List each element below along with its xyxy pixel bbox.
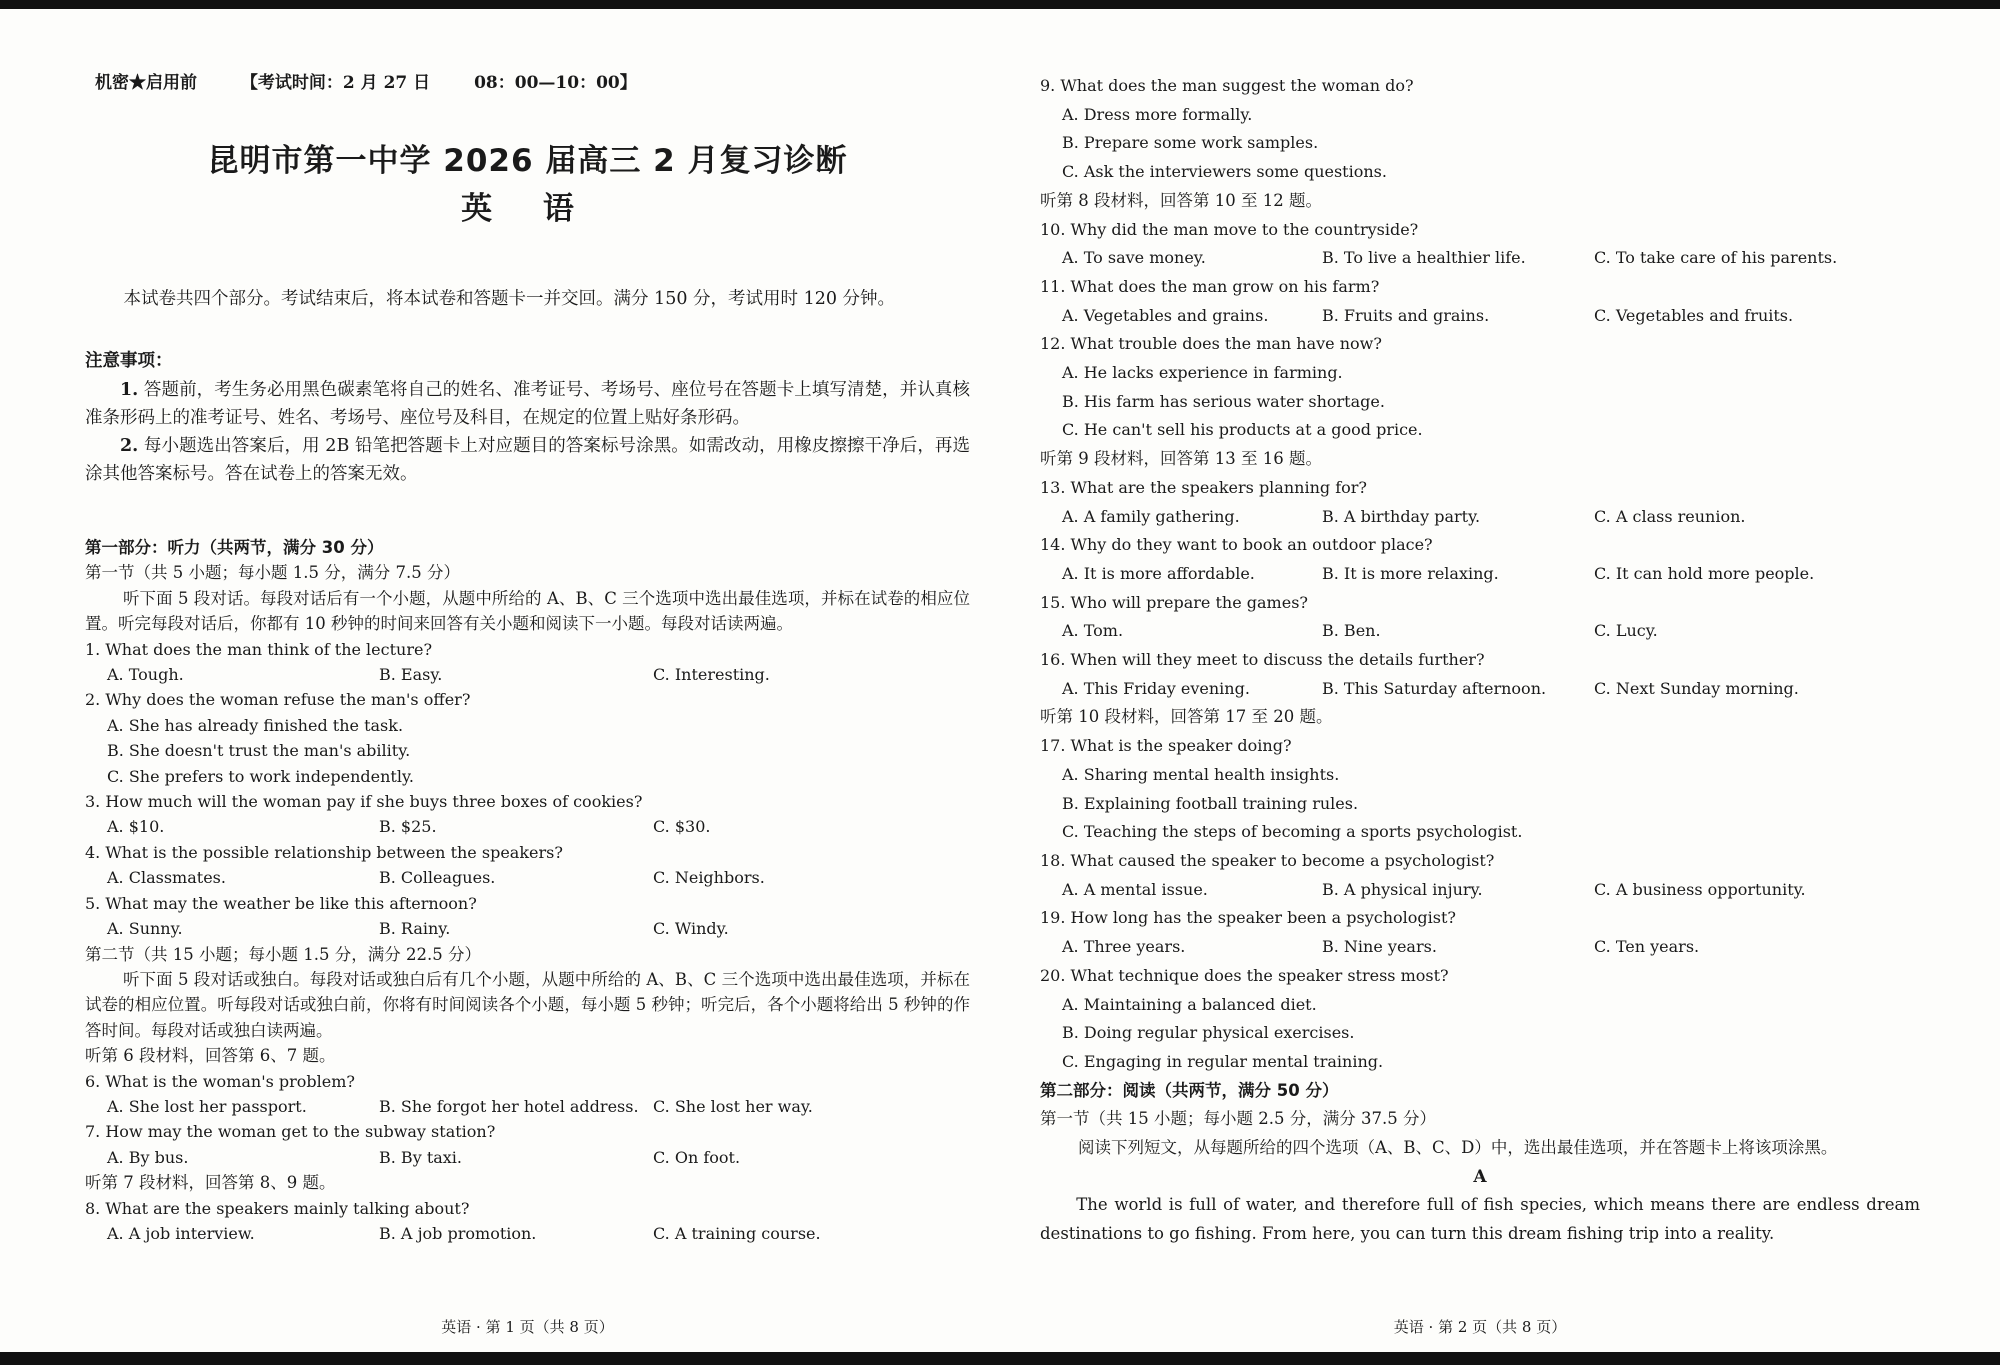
option[interactable]: C. Ten years. <box>1594 937 1700 957</box>
option[interactable]: B. Rainy. <box>379 919 451 939</box>
option[interactable]: C. Lucy. <box>1594 621 1658 641</box>
option[interactable]: A. It is more affordable. <box>1062 563 1255 583</box>
option[interactable]: C. Interesting. <box>653 665 770 685</box>
question: 12. What trouble does the man have now? <box>1040 334 1382 354</box>
option[interactable]: C. To take care of his parents. <box>1594 248 1838 268</box>
passage-label: A <box>1473 1166 1487 1187</box>
option[interactable]: C. Vegetables and fruits. <box>1594 305 1794 325</box>
part-heading: 第二部分：阅读（共两节，满分 50 分） <box>1040 1080 1339 1100</box>
section-heading: 第二节（共 15 小题；每小题 1.5 分，满分 22.5 分） <box>85 944 481 964</box>
question: 10. Why did the man move to the countryside? <box>1040 219 1419 239</box>
option[interactable]: A. Sunny. <box>107 919 183 939</box>
option[interactable]: B. Easy. <box>379 665 443 685</box>
exam-page-2 <box>1040 60 1920 1336</box>
option[interactable]: B. A birthday party. <box>1322 506 1481 526</box>
question: 8. What are the speakers mainly talking about? <box>85 1198 470 1218</box>
option-row <box>85 814 970 839</box>
option-row <box>85 662 970 687</box>
option-row <box>85 1094 970 1119</box>
option[interactable]: B. Fruits and grains. <box>1322 305 1490 325</box>
notice-item: 1. 答题前，考生务必用黑色碳素笔将自己的姓名、准考证号、考场号、座位号在答题卡上填写清楚，并认真核准条形码上的准考证号、姓名、考场号、座位号及科目，在规定的位置上贴好条形码。 <box>85 380 970 428</box>
option-row <box>1040 560 1920 589</box>
option[interactable]: B. Doing regular physical exercises. <box>1062 1023 1355 1043</box>
option[interactable]: A. She has already finished the task. <box>107 715 404 735</box>
question: 11. What does the man grow on his farm? <box>1040 276 1380 296</box>
section-heading: 第一节（共 5 小题；每小题 1.5 分，满分 7.5 分） <box>85 563 460 583</box>
option[interactable]: C. Neighbors. <box>653 868 765 888</box>
option[interactable]: A. By bus. <box>107 1147 189 1167</box>
question: 17. What is the speaker doing? <box>1040 736 1292 756</box>
listening-section <box>85 535 970 1246</box>
option[interactable]: A. To save money. <box>1062 248 1206 268</box>
option[interactable]: B. His farm has serious water shortage. <box>1062 391 1385 411</box>
option[interactable]: C. $30. <box>653 817 711 837</box>
notice-list <box>85 376 970 488</box>
option[interactable]: A. He lacks experience in farming. <box>1062 363 1343 383</box>
option[interactable]: C. Windy. <box>653 919 729 939</box>
question: 1. What does the man think of the lecture? <box>85 639 433 659</box>
option-row <box>1040 302 1920 331</box>
option-row <box>1040 617 1920 646</box>
option[interactable]: A. Three years. <box>1062 937 1186 957</box>
option[interactable]: C. She lost her way. <box>653 1096 813 1116</box>
option[interactable]: C. A class reunion. <box>1594 506 1746 526</box>
option[interactable]: B. Prepare some work samples. <box>1062 133 1319 153</box>
option[interactable]: C. On foot. <box>653 1147 741 1167</box>
option[interactable]: B. To live a healthier life. <box>1322 248 1526 268</box>
exam-date: 【考试时间：2 月 27 日 <box>240 73 431 93</box>
option[interactable]: B. By taxi. <box>379 1147 463 1167</box>
option[interactable]: C. It can hold more people. <box>1594 563 1815 583</box>
question: 15. Who will prepare the games? <box>1040 592 1308 612</box>
question: 4. What is the possible relationship between the speakers? <box>85 842 563 862</box>
option[interactable]: B. A job promotion. <box>379 1223 537 1243</box>
exam-hours: 08：00—10：00】 <box>474 73 637 93</box>
material-label: 听第 10 段材料，回答第 17 至 20 题。 <box>1040 707 1333 727</box>
option-row <box>1040 503 1920 532</box>
option[interactable]: B. Nine years. <box>1322 937 1437 957</box>
scan-top-edge <box>0 0 2000 9</box>
option[interactable]: A. $10. <box>107 817 165 837</box>
option[interactable]: A. Tough. <box>107 665 184 685</box>
material-label: 听第 9 段材料，回答第 13 至 16 题。 <box>1040 449 1322 469</box>
question: 16. When will they meet to discuss the details further? <box>1040 650 1485 670</box>
question: 14. Why do they want to book an outdoor place? <box>1040 535 1433 555</box>
option[interactable]: B. A physical injury. <box>1322 879 1483 899</box>
notice-item: 2. 每小题选出答案后，用 2B 铅笔把答题卡上对应题目的答案标号涂黑。如需改动，用橡皮擦擦干净后，再选涂其他答案标号。答在试卷上的答案无效。 <box>85 436 970 484</box>
option[interactable]: A. A family gathering. <box>1062 506 1240 526</box>
option[interactable]: A. Tom. <box>1062 621 1124 641</box>
question: 3. How much will the woman pay if she buys three boxes of cookies? <box>85 792 643 812</box>
question: 7. How may the woman get to the subway station? <box>85 1122 496 1142</box>
option[interactable]: B. Colleagues. <box>379 868 496 888</box>
option[interactable]: B. She forgot her hotel address. <box>379 1096 639 1116</box>
question: 5. What may the weather be like this afternoon? <box>85 893 477 913</box>
material-label: 听第 7 段材料，回答第 8、9 题。 <box>85 1173 336 1193</box>
option-row <box>85 1145 970 1170</box>
notice-heading: 注意事项： <box>85 351 173 371</box>
part-heading: 第一部分：听力（共两节，满分 30 分） <box>85 538 384 557</box>
option[interactable]: C. She prefers to work independently. <box>107 766 414 786</box>
question: 18. What caused the speaker to become a psychologist? <box>1040 850 1495 870</box>
option[interactable]: C. Engaging in regular mental training. <box>1062 1051 1384 1071</box>
section-directions: 阅读下列短文，从每题所给的四个选项（A、B、C、D）中，选出最佳选项，并在答题卡上将该项涂黑。 <box>1077 1138 1838 1158</box>
option[interactable]: C. Teaching the steps of becoming a sports psychologist. <box>1062 822 1523 842</box>
option[interactable]: A. Sharing mental health insights. <box>1062 764 1340 784</box>
subject-title: 英 语 <box>461 191 594 227</box>
option-row <box>1040 933 1920 962</box>
section-directions: 听下面 5 段对话。每段对话后有一个小题，从题中所给的 A、B、C 三个选项中选出最佳选项，并标在试卷的相应位置。听完每段对话后，你都有 10 秒钟的时间来回答有关小题和阅读下一小题。每段对话读两遍。 <box>85 588 970 634</box>
exam-title: 昆明市第一中学 2026 届高三 2 月复习诊断 <box>207 143 848 179</box>
option[interactable]: A. Dress more formally. <box>1062 104 1253 124</box>
passage-text: The world is full of water, and therefore full of fish species, which means there are endless dream destinations to go fishing. From here, you can turn this dream fishing trip into a reality. <box>1040 1195 1920 1244</box>
option[interactable]: B. This Saturday afternoon. <box>1322 678 1547 698</box>
option[interactable]: C. A business opportunity. <box>1594 879 1806 899</box>
option[interactable]: C. Next Sunday morning. <box>1594 678 1799 698</box>
option[interactable]: C. A training course. <box>653 1223 821 1243</box>
option-row <box>1040 876 1920 905</box>
option-row <box>1040 675 1920 704</box>
option[interactable]: A. Vegetables and grains. <box>1062 305 1269 325</box>
question: 19. How long has the speaker been a psychologist? <box>1040 908 1456 928</box>
material-label: 听第 6 段材料，回答第 6、7 题。 <box>85 1046 336 1066</box>
question: 20. What technique does the speaker stress most? <box>1040 965 1449 985</box>
exam-page-1 <box>85 60 970 1336</box>
option[interactable]: C. Ask the interviewers some questions. <box>1062 162 1387 182</box>
option[interactable]: B. Ben. <box>1322 621 1381 641</box>
option[interactable]: C. He can't sell his products at a good price. <box>1062 420 1423 440</box>
option-row <box>1040 244 1920 273</box>
option[interactable]: B. Explaining football training rules. <box>1062 793 1359 813</box>
option-row <box>85 1221 970 1246</box>
option[interactable]: A. Maintaining a balanced diet. <box>1062 994 1317 1014</box>
option[interactable]: A. A mental issue. <box>1062 879 1208 899</box>
question: 13. What are the speakers planning for? <box>1040 477 1367 497</box>
option[interactable]: B. She doesn't trust the man's ability. <box>107 741 411 761</box>
option[interactable]: B. $25. <box>379 817 437 837</box>
section-heading: 第一节（共 15 小题；每小题 2.5 分，满分 37.5 分） <box>1040 1109 1436 1129</box>
scan-bottom-edge <box>0 1352 2000 1365</box>
question: 9. What does the man suggest the woman do? <box>1040 76 1414 95</box>
listening-reading-section <box>1040 72 1920 1249</box>
option-row <box>85 916 970 941</box>
option[interactable]: A. Classmates. <box>107 868 226 888</box>
exam-meta <box>95 68 675 93</box>
option[interactable]: A. She lost her passport. <box>107 1096 307 1116</box>
material-label: 听第 8 段材料，回答第 10 至 12 题。 <box>1040 190 1322 210</box>
option[interactable]: A. This Friday evening. <box>1062 678 1250 698</box>
exam-intro: 本试卷共四个部分。考试结束后，将本试卷和答题卡一并交回。满分 150 分，考试用时 120 分钟。 <box>123 289 896 309</box>
question: 2. Why does the woman refuse the man's offer? <box>85 690 471 710</box>
option[interactable]: A. A job interview. <box>107 1223 255 1243</box>
page-footer: 英语 · 第 1 页（共 8 页） <box>441 1318 614 1336</box>
option[interactable]: B. It is more relaxing. <box>1322 563 1499 583</box>
option-row <box>85 865 970 890</box>
confidential-label: 机密★启用前 <box>95 73 197 93</box>
question: 6. What is the woman's problem? <box>85 1071 355 1091</box>
page-footer: 英语 · 第 2 页（共 8 页） <box>1393 1318 1567 1336</box>
section-directions: 听下面 5 段对话或独白。每段对话或独白后有几个小题，从题中所给的 A、B、C 三个选项中选出最佳选项，并标在试卷的相应位置。听每段对话或独白前，你将有时间阅读各个小题，每小题 5 秒钟；听完后，各个小题将给出 5 秒钟的作答时间。每段对话或独白读两遍。 <box>85 969 970 1040</box>
